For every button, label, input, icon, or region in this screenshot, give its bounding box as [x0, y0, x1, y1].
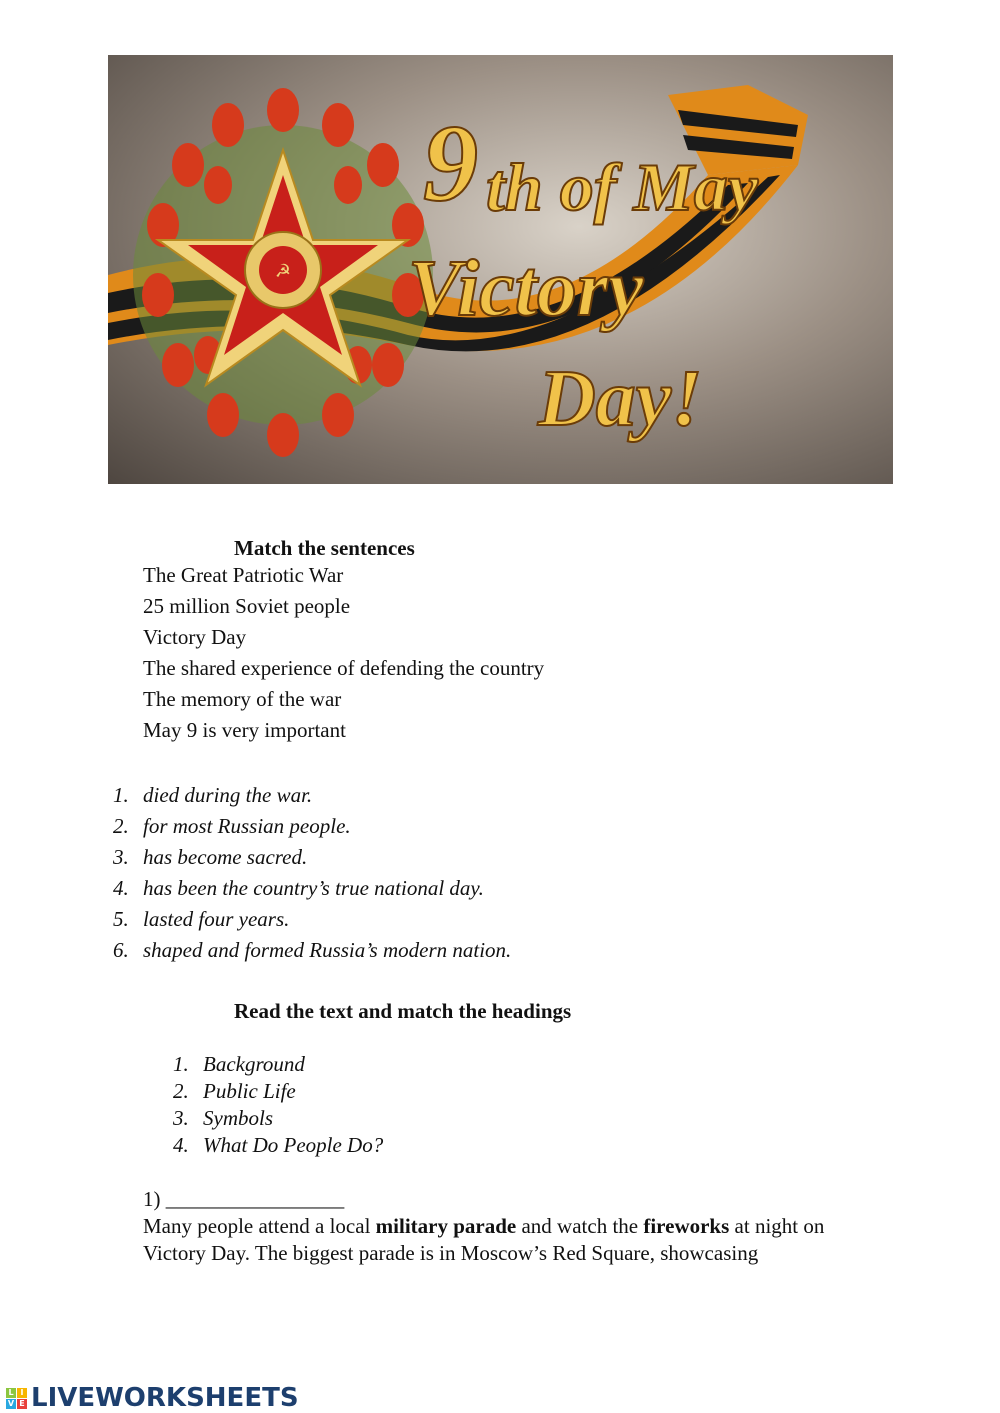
sentence-ending: 1. died during the war.	[113, 783, 313, 807]
sentence-beginning: 25 million Soviet people	[143, 594, 351, 618]
svg-text:☭: ☭	[274, 261, 292, 282]
sentence-beginning: The memory of the war	[143, 687, 342, 711]
sentence-beginning: The shared experience of defending the country	[143, 656, 545, 680]
heading-option: 1. Background	[173, 1052, 305, 1076]
banner-title	[408, 102, 759, 443]
heading-option: 4. What Do People Do?	[173, 1133, 384, 1157]
sentence-beginning: May 9 is very important	[143, 718, 346, 742]
paragraph-1-heading-blank[interactable]: 1) _________________	[143, 1187, 345, 1211]
sentence-beginning: Victory Day	[143, 625, 247, 649]
svg-text:9: 9	[423, 102, 478, 224]
sentence-ending: 3. has become sacred.	[113, 845, 308, 869]
sentence-ending: 4. has been the country’s true national day.	[113, 876, 484, 900]
sentence-ending: 6. shaped and formed Russia’s modern nation.	[113, 938, 512, 962]
sentence-ending: 2. for most Russian people.	[113, 814, 351, 838]
headings-list	[173, 1051, 383, 1159]
sentence-beginning: The Great Patriotic War	[143, 563, 344, 587]
section-heading-match-sentences: Match the sentences	[234, 536, 415, 560]
heading-option: 3. Symbols	[173, 1106, 273, 1130]
liveworksheets-logo	[6, 1383, 299, 1413]
banner-title-line3: Day!	[538, 355, 703, 443]
liveworksheets-logo-text: LIVEWORKSHEETS	[31, 1383, 299, 1413]
heading-option: 2. Public Life	[173, 1079, 296, 1103]
sentence-beginnings-list	[143, 560, 544, 746]
sentence-endings-list	[113, 780, 511, 966]
sentence-ending: 5. lasted four years.	[113, 907, 290, 931]
paragraph-1-text: Many people attend a local military parade and watch the fireworks at night on Victory Day. The biggest parade is in Moscow’s Red Square, showcasing	[143, 1214, 825, 1265]
banner-title-line1: th of May	[486, 149, 758, 225]
victory-day-banner-image	[108, 55, 893, 484]
banner-title-line2: Victory	[408, 245, 644, 333]
banner-illustration	[108, 55, 893, 484]
liveworksheets-logo-icon: L I V E	[6, 1388, 27, 1409]
section-heading-match-headings: Read the text and match the headings	[234, 999, 572, 1023]
